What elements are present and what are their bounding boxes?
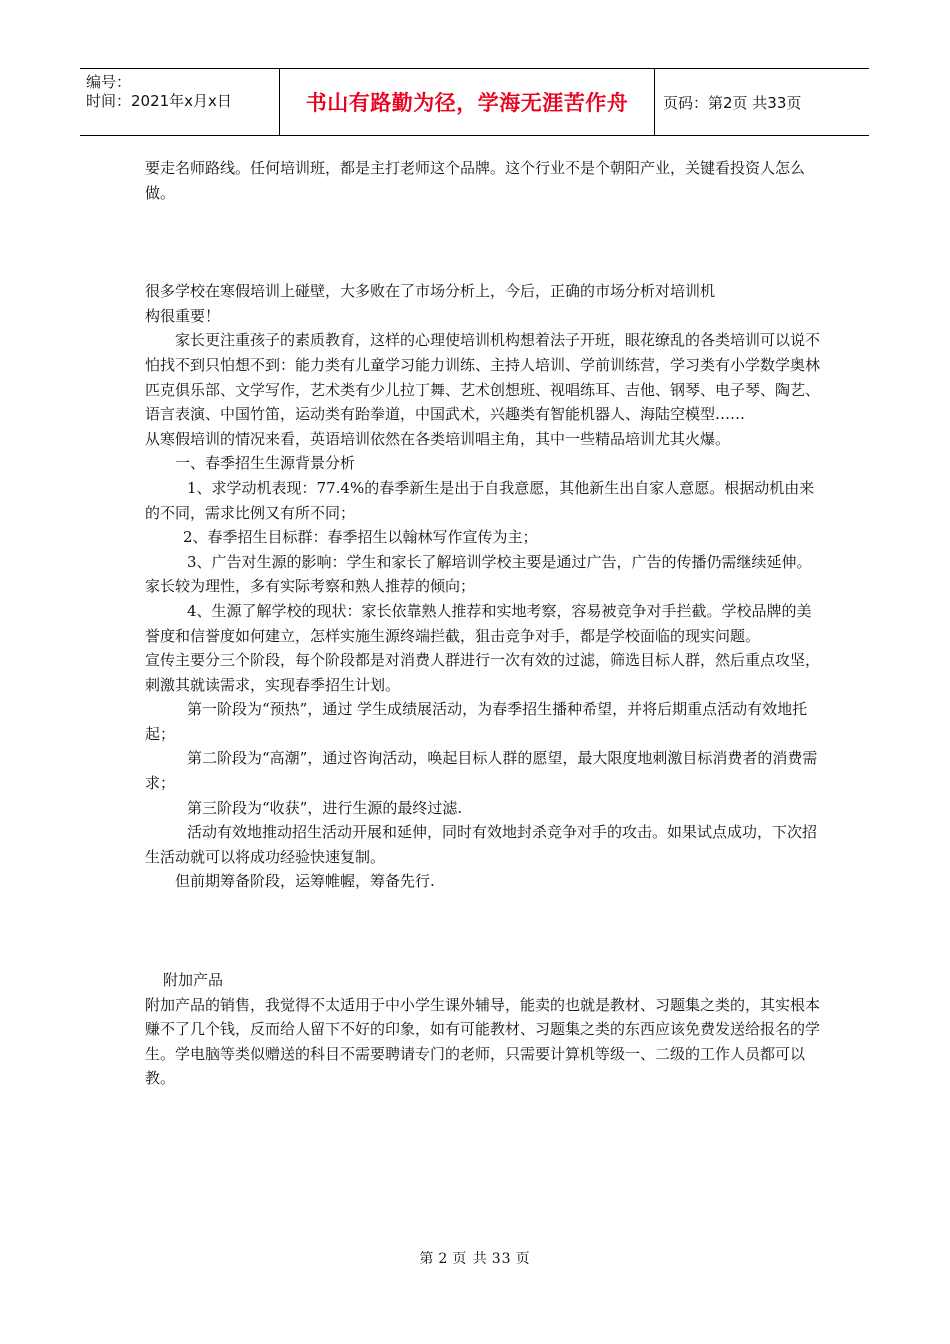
paragraph: 2、春季招生目标群：春季招生以翰林写作宣传为主；	[183, 528, 538, 547]
motto: 书山有路勤为径，学海无涯苦作舟	[280, 69, 655, 135]
header-left-cell	[80, 69, 280, 135]
footer-page-end: 页	[515, 1251, 531, 1267]
footer-page-number: 2	[438, 1251, 449, 1267]
footer-page-label: 第	[419, 1251, 435, 1267]
paragraph: 第一阶段为“预热”，通过 学生成绩展活动，为春季招生播种希望，并将后期重点活动有效地托起；	[145, 700, 808, 743]
paragraph: 活动有效地推动招生活动开展和延伸，同时有效地封杀竞争对手的攻击。如果试点成功，下次招生活动就可以将成功经验快速复制。	[145, 823, 818, 866]
section-heading: 一、春季招生生源背景分析	[175, 454, 356, 473]
paragraph: 附加产品的销售，我觉得不太适用于中小学生课外辅导，能卖的也就是教材、习题集之类的，其实根本赚不了几个钱，反而给人留下不好的印象，如有可能教材、习题集之类的东西应该免费发送给报名的学生。学电脑等类似赠送的科目不需要聘请专门的老师，只需要计算机等级一、二级的工作人员都可以教。	[145, 995, 821, 1088]
section-heading: 附加产品	[163, 971, 224, 990]
paragraph: 构很重要！	[145, 306, 221, 325]
paragraph: 但前期筹备阶段，运筹帷幄，筹备先行.	[175, 872, 435, 891]
paragraph: 要走名师路线。任何培训班，都是主打老师这个品牌。这个行业不是个朝阳产业，关键看投资人怎么做。	[145, 159, 806, 202]
paragraph: 宣传主要分三个阶段，每个阶段都是对消费人群进行一次有效的过滤，筛选目标人群，然后重点攻坚，刺激其就读需求，实现春季招生计划。	[145, 651, 821, 694]
paragraph: 从寒假培训的情况来看，英语培训依然在各类培训唱主角，其中一些精品培训尤其火爆。	[145, 429, 731, 448]
paragraph: 第二阶段为“高潮”，通过咨询活动，唤起目标人群的愿望，最大限度地刺激目标消费者的消费需求；	[145, 749, 818, 793]
paragraph: 家长更注重孩子的素质教育，这样的心理使培训机构想着法子开班，眼花缭乱的各类培训可以说不怕找不到只怕想不到：能力类有儿童学习能力训练、主持人培训、学前训练营，学习类有小学数学奥林匹克俱乐部、文学写作，艺术类有少儿拉丁舞、艺术创想班、视唱练耳、吉他、钢琴、电子琴、陶艺、语言表演、中国竹笛，运动类有跆拳道，中国武术，兴趣类有智能机器人、海陆空模型……	[145, 331, 821, 424]
date-line: 时间：2021年x月x日	[86, 92, 232, 110]
paragraph: 1、求学动机表现：77.4%的春季新生是出于自我意愿，其他新生出自家人意愿。根据动机由来的不同，需求比例又有所不同；	[145, 478, 815, 522]
footer-page-mid: 页 共	[452, 1251, 488, 1267]
header-table	[80, 68, 869, 136]
paragraph: 3、广告对生源的影响：学生和家长了解培训学校主要是通过广告，广告的传播仍需继续延伸。家长较为理性，多有实际考察和熟人推荐的倾向；	[145, 552, 812, 596]
document-body	[145, 156, 825, 1091]
page-footer	[0, 1248, 950, 1268]
footer-total-pages: 33	[491, 1251, 512, 1267]
paragraph: 第三阶段为“收获”，进行生源的最终过滤.	[187, 798, 463, 817]
number-label: 编号：	[86, 73, 132, 91]
paragraph: 4、生源了解学校的现状：家长依靠熟人推荐和实地考察，容易被竞争对手拦截。学校品牌的美誉度和信誉度如何建立，怎样实施生源终端拦截，狙击竞争对手，都是学校面临的现实问题。	[145, 601, 812, 645]
page-info: 页码：第2页 共33页	[663, 93, 802, 112]
paragraph: 很多学校在寒假培训上碰壁，大多败在了市场分析上，今后，正确的市场分析对培训机	[145, 282, 716, 301]
